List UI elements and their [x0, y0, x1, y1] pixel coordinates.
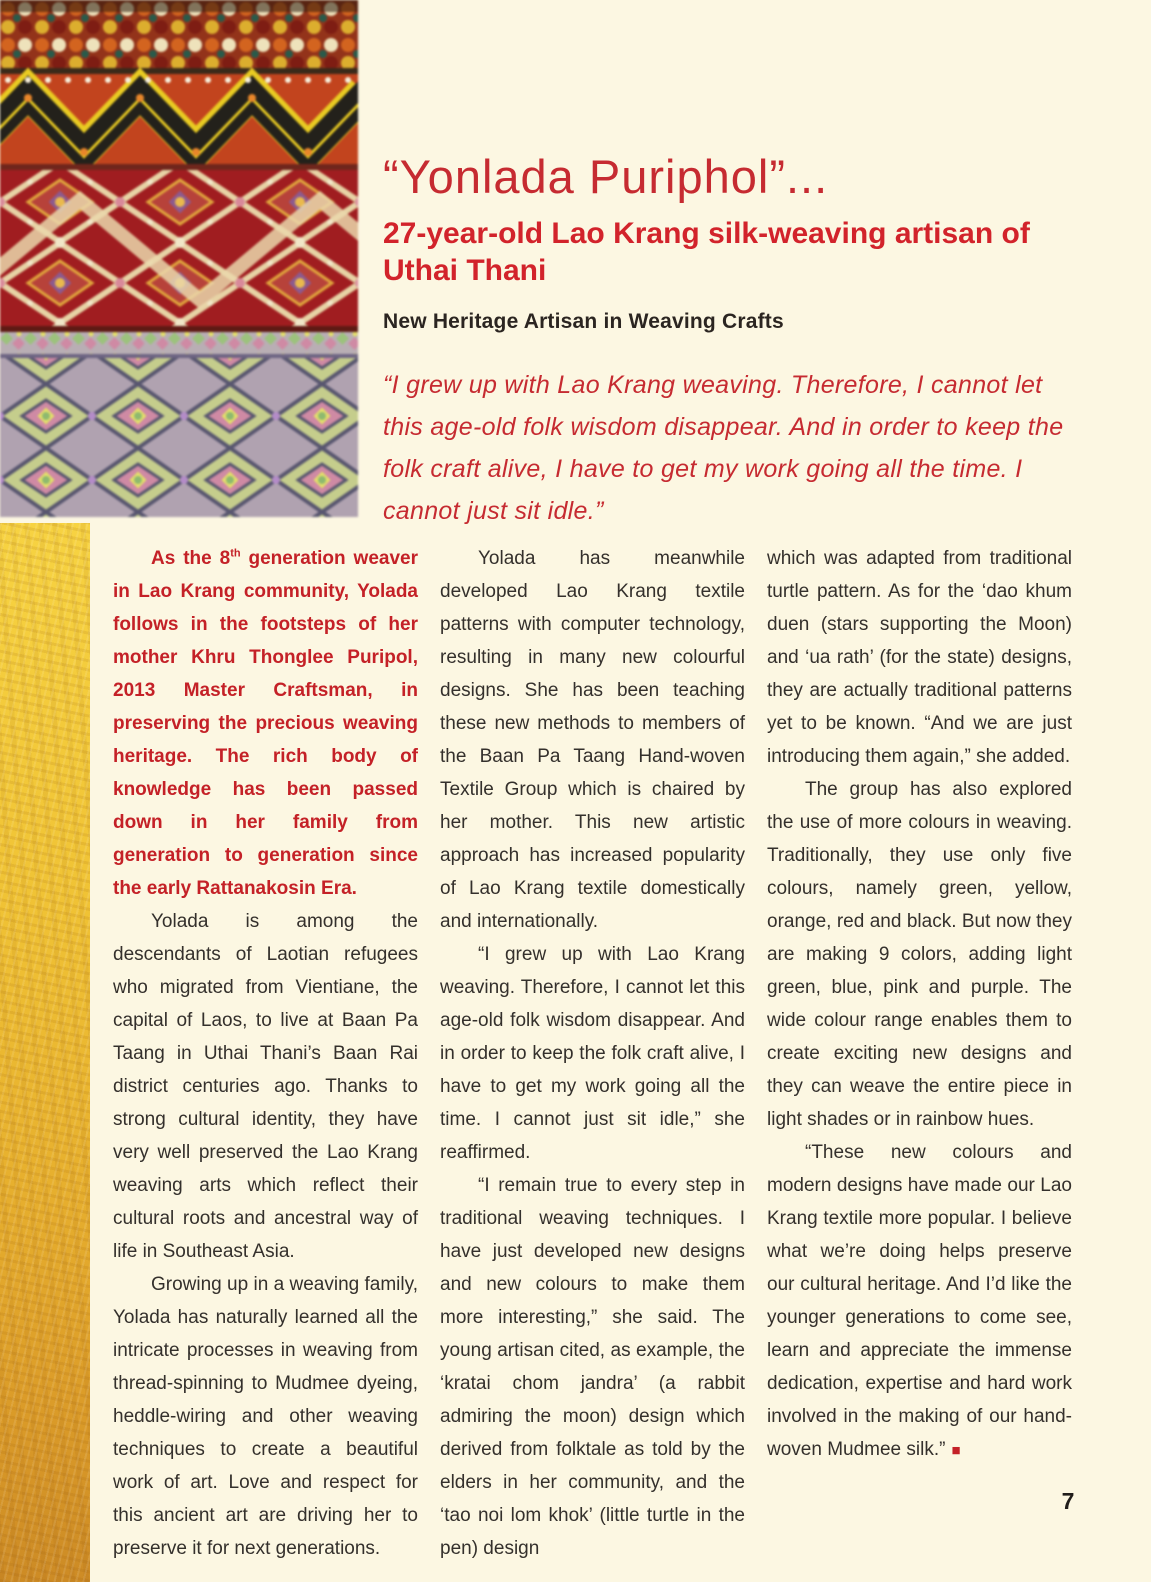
pull-quote: “I grew up with Lao Krang weaving. Therefore, I cannot let this age-old folk wisdom disappear. And in order to keep the folk craft alive, I have to get my work going all the time. I cannot just sit idle.” — [383, 371, 1064, 526]
paragraph: “I remain true to every step in traditional weaving techniques. I have just developed new designs and new colours to make them more interesting,” she said. The young artisan cited, as example, the ‘kratai chom jandra’ (a rabbit admiring the moon) design which derived from folktale as told by the elders in her community, and the ‘tao noi lom khok’ (little turtle in the pen) design — [440, 1175, 745, 1559]
column-3 — [767, 542, 1072, 1565]
lead-text-after: generation weaver in Lao Krang community, Yolada follows in the footsteps of her mother Khru Thonglee Puripol, 2013 Master Craftsman, in preserving the precious weaving heritage. The rich body of knowledge has been passed down in her family from generation to generation since the early Rattanakosin Era. — [113, 548, 418, 899]
paragraph: Yolada has meanwhile developed Lao Krang textile patterns with computer technology, resulting in many new colourful designs. She has been teaching these new methods to members of the Baan Pa Taang Hand-woven Textile Group which is chaired by her mother. This new artistic approach has increased popularity of Lao Krang textile domestically and internationally. — [440, 548, 745, 932]
paragraph: The group has also explored the use of more colours in weaving. Traditionally, they use only five colours, namely green, yellow, orange, red and black. But now they are making 9 colors, adding light green, blue, pink and purple. The wide colour range enables them to create exciting new designs and they can weave the entire piece in light shades or in rainbow hues. — [767, 779, 1072, 1130]
paragraph: “I grew up with Lao Krang weaving. Therefore, I cannot let this age-old folk wisdom disappear. And in order to keep the folk craft alive, I have to get my work going all the time. I cannot just sit idle,” she reaffirmed. — [440, 944, 745, 1163]
paragraph-text: “These new colours and modern designs have made our Lao Krang textile more popular. I believe what we’re doing helps preserve our cultural heritage. And I’d like the younger generations to come see, learn and appreciate the immense dedication, expertise and hard work involved in the making of our hand-woven Mudmee silk.” — [767, 1142, 1072, 1460]
end-mark-icon: ■ — [951, 1442, 961, 1459]
paragraph-continuation: which was adapted from traditional turtle pattern. As for the ‘dao khum duen (stars supporting the Moon) and ‘ua rath’ (for the state) designs, they are actually traditional patterns yet to be known. “And we are just introducing them again,” she added. — [767, 548, 1072, 767]
lead-paragraph — [113, 542, 418, 905]
paragraph: Yolada is among the descendants of Laotian refugees who migrated from Vientiane, the capital of Laos, to live at Baan Pa Taang in Uthai Thani’s Baan Rai district centuries ago. Thanks to strong cultural identity, they have very well preserved the Lao Krang weaving arts which reflect their cultural roots and ancestral way of life in Southeast Asia. — [113, 911, 418, 1262]
page-title: “Yonlada Puriphol”... — [383, 150, 829, 203]
article-body — [113, 542, 1072, 1565]
page-number: 7 — [1061, 1488, 1075, 1514]
lead-text-before: As the 8 — [151, 548, 231, 569]
column-2 — [440, 542, 745, 1565]
gold-silk-strip — [0, 523, 90, 1582]
article-header — [383, 150, 1073, 532]
article-subtitle: 27-year-old Lao Krang silk-weaving artisan of Uthai Thani — [383, 217, 1030, 287]
paragraph — [767, 1136, 1072, 1467]
paragraph: Growing up in a weaving family, Yolada has naturally learned all the intricate processes in weaving from thread-spinning to Mudmee dyeing, heddle-wiring and other weaving techniques to create a beautiful work of art. Love and respect for this ancient art are driving her to preserve it for next generations. — [113, 1274, 418, 1559]
article-tagline: New Heritage Artisan in Weaving Crafts — [383, 310, 784, 334]
lead-superscript: th — [230, 547, 241, 560]
column-1 — [113, 542, 418, 1565]
textile-photo — [0, 0, 358, 517]
textile-photo-graphic — [0, 0, 358, 517]
